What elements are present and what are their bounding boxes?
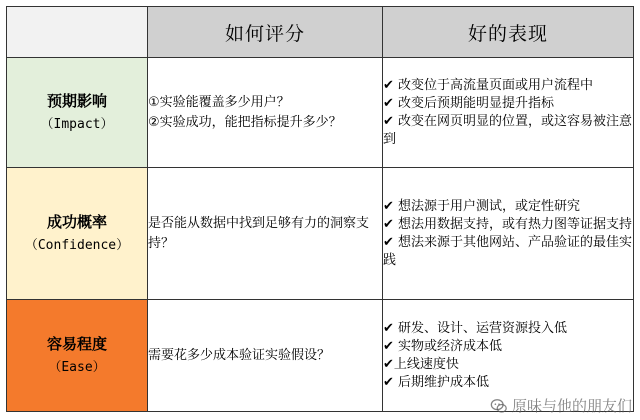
header-good-performance: 好的表现 bbox=[383, 7, 634, 58]
good-line: ✔ 想法来源于其他网站、产品验证的最佳实践 bbox=[383, 234, 633, 268]
header-how-to-score: 如何评分 bbox=[148, 7, 383, 58]
wechat-icon bbox=[490, 397, 508, 415]
row-subtitle: （Confidence） bbox=[24, 237, 130, 253]
row-subtitle: （Impact） bbox=[40, 116, 114, 132]
good-line: ✔ 研发、设计、运营资源投入低 bbox=[383, 320, 568, 336]
row-header-confidence bbox=[7, 168, 148, 300]
row-header-impact bbox=[7, 58, 148, 168]
row-title: 成功概率 bbox=[46, 212, 107, 231]
how-cell-impact bbox=[148, 58, 383, 168]
good-line: ✔ 想法用数据支持，或有热力图等证据支持 bbox=[383, 216, 633, 232]
header-row bbox=[7, 7, 634, 58]
row-title: 预期影响 bbox=[46, 91, 107, 110]
good-line: ✔上线速度快 bbox=[383, 356, 459, 372]
good-cell-confidence bbox=[383, 168, 634, 300]
how-line: 需要花多少成本验证实验假设？ bbox=[148, 347, 331, 363]
good-line: ✔ 改变在网页明显的位置，或这容易被注意到 bbox=[383, 113, 633, 147]
good-cell-impact bbox=[383, 58, 634, 168]
how-cell-ease bbox=[148, 300, 383, 412]
how-line: 是否能从数据中找到足够有力的洞察支持？ bbox=[148, 215, 370, 251]
row-subtitle: （Ease） bbox=[48, 359, 106, 375]
good-line: ✔ 想法源于用户测试，或定性研究 bbox=[383, 198, 581, 214]
corner-cell bbox=[7, 7, 148, 58]
good-line: ✔ 实物或经济成本低 bbox=[383, 338, 503, 354]
good-line: ✔ 后期维护成本低 bbox=[383, 374, 490, 390]
watermark bbox=[490, 395, 632, 416]
good-line: ✔ 改变位于高流量页面或用户流程中 bbox=[383, 77, 594, 93]
row-title: 容易程度 bbox=[46, 334, 107, 353]
row-confidence bbox=[7, 168, 634, 300]
how-cell-confidence bbox=[148, 168, 383, 300]
good-line: ✔ 改变后预期能明显提升指标 bbox=[383, 95, 555, 111]
row-impact bbox=[7, 58, 634, 168]
ice-scoring-table bbox=[6, 6, 634, 412]
how-line: ②实验成功，能把指标提升多少？ bbox=[148, 114, 342, 130]
watermark-text: 原味与他的朋友们 bbox=[511, 397, 632, 415]
row-header-ease bbox=[7, 300, 148, 412]
how-line: ①实验能覆盖多少用户？ bbox=[148, 94, 290, 110]
